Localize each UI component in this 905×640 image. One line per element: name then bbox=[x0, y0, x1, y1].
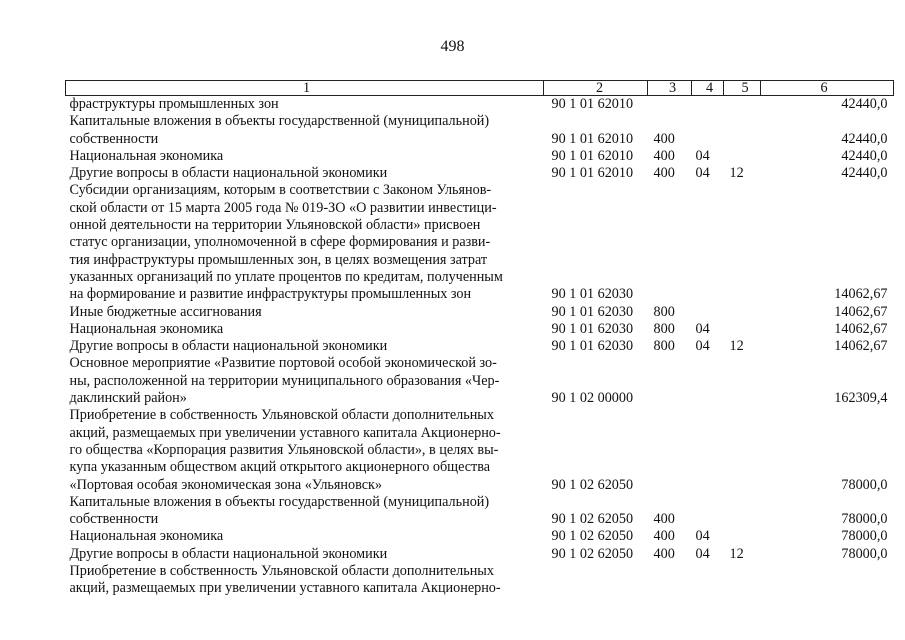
description-line: указанных организаций по уплате процентов по кредитам, полученным bbox=[69, 268, 503, 285]
table-body bbox=[66, 96, 894, 598]
row-amount: 42440,0 bbox=[841, 130, 888, 147]
row-section: 04 bbox=[695, 545, 710, 562]
table-row bbox=[66, 304, 894, 321]
row-code: 90 1 02 62050 bbox=[551, 528, 634, 545]
column-header-1: 1 bbox=[66, 81, 544, 96]
row-description bbox=[66, 148, 544, 165]
page-number: 498 bbox=[440, 38, 465, 55]
description-line: Национальная экономика bbox=[69, 147, 224, 164]
row-amount: 162309,4 bbox=[834, 390, 888, 407]
row-subsection: 12 bbox=[729, 545, 744, 562]
row-amount: 14062,67 bbox=[834, 303, 888, 320]
row-section bbox=[692, 494, 724, 529]
row-description bbox=[66, 338, 544, 355]
row-section: 04 bbox=[695, 338, 710, 355]
row-subsection bbox=[724, 355, 761, 407]
description-line: тия инфраструктуры промышленных зон, в целях возмещения затрат bbox=[69, 251, 488, 268]
row-expense-type: 800 bbox=[653, 303, 675, 320]
description-line: на формирование и развитие инфраструктуры промышленных зон bbox=[69, 286, 472, 303]
row-amount: 14062,67 bbox=[834, 338, 888, 355]
description-line: акций, размещаемых при увеличении уставного капитала Акционерно- bbox=[69, 424, 501, 441]
row-description bbox=[66, 321, 544, 338]
table-row bbox=[66, 182, 894, 303]
row-expense-type: 800 bbox=[653, 320, 675, 337]
description-line: собственности bbox=[69, 511, 159, 528]
row-expense-type: 400 bbox=[653, 528, 675, 545]
row-description bbox=[66, 355, 544, 407]
row-amount bbox=[761, 563, 894, 598]
row-amount: 78000,0 bbox=[841, 528, 888, 545]
row-code: 90 1 01 62010 bbox=[551, 130, 634, 147]
row-code: 90 1 02 62050 bbox=[551, 476, 634, 493]
row-subsection bbox=[724, 563, 761, 598]
row-expense-type: 400 bbox=[653, 165, 675, 182]
row-code bbox=[544, 563, 648, 598]
description-line: акций, размещаемых при увеличении уставного капитала Акционерно- bbox=[69, 580, 501, 597]
description-line: Другие вопросы в области национальной экономики bbox=[69, 545, 388, 562]
column-header-3: 3 bbox=[648, 81, 692, 96]
row-subsection bbox=[724, 407, 761, 493]
row-description bbox=[66, 546, 544, 563]
row-section bbox=[692, 407, 724, 493]
row-code: 90 1 01 62010 bbox=[551, 96, 634, 112]
row-subsection bbox=[724, 96, 761, 114]
row-subsection: 12 bbox=[729, 338, 744, 355]
row-expense-type bbox=[648, 96, 692, 114]
description-line: ской области от 15 марта 2005 года № 019-ЗО «О развитии инвестици- bbox=[69, 199, 497, 216]
row-code: 90 1 02 62050 bbox=[551, 511, 634, 528]
row-amount: 42440,0 bbox=[841, 96, 888, 112]
row-amount: 42440,0 bbox=[841, 165, 888, 182]
row-description bbox=[66, 96, 544, 114]
row-section: 04 bbox=[695, 320, 710, 337]
row-subsection bbox=[724, 304, 761, 321]
row-amount: 78000,0 bbox=[841, 511, 888, 528]
row-section: 04 bbox=[695, 165, 710, 182]
row-description bbox=[66, 113, 544, 148]
row-expense-type bbox=[648, 355, 692, 407]
description-line: го общества «Корпорация развития Ульяновской области», в целях вы- bbox=[69, 441, 499, 458]
column-header-4: 4 bbox=[692, 81, 724, 96]
column-header-5: 5 bbox=[724, 81, 761, 96]
row-amount: 14062,67 bbox=[834, 320, 888, 337]
column-header-6: 6 bbox=[761, 81, 894, 96]
table-row bbox=[66, 528, 894, 545]
description-line: Субсидии организациям, которым в соответствии с Законом Ульянов- bbox=[69, 182, 492, 199]
row-description bbox=[66, 182, 544, 303]
description-line: статус организации, уполномоченной в сфере формирования и разви- bbox=[69, 234, 491, 251]
row-expense-type: 400 bbox=[653, 545, 675, 562]
row-description bbox=[66, 494, 544, 529]
row-code: 90 1 01 62010 bbox=[551, 147, 634, 164]
table-row bbox=[66, 494, 894, 529]
description-line: Иные бюджетные ассигнования bbox=[69, 303, 262, 320]
row-subsection bbox=[724, 321, 761, 338]
table-row bbox=[66, 148, 894, 165]
row-expense-type: 400 bbox=[653, 147, 675, 164]
row-description bbox=[66, 563, 544, 598]
description-line: Другие вопросы в области национальной экономики bbox=[69, 165, 388, 182]
row-code: 90 1 02 00000 bbox=[551, 390, 634, 407]
row-code: 90 1 02 62050 bbox=[551, 545, 634, 562]
description-line: Приобретение в собственность Ульяновской области дополнительных bbox=[69, 563, 494, 580]
description-line: Другие вопросы в области национальной экономики bbox=[69, 338, 388, 355]
table-row bbox=[66, 407, 894, 493]
row-section bbox=[692, 182, 724, 303]
row-section bbox=[692, 563, 724, 598]
row-code: 90 1 01 62030 bbox=[551, 320, 634, 337]
row-amount: 78000,0 bbox=[841, 476, 888, 493]
description-line: Капитальные вложения в объекты государственной (муниципальной) bbox=[69, 113, 490, 130]
row-section bbox=[692, 355, 724, 407]
row-subsection bbox=[724, 494, 761, 529]
row-section: 04 bbox=[695, 147, 710, 164]
row-expense-type: 400 bbox=[653, 130, 675, 147]
row-subsection bbox=[724, 148, 761, 165]
row-description bbox=[66, 528, 544, 545]
row-expense-type: 800 bbox=[653, 338, 675, 355]
row-description bbox=[66, 165, 544, 182]
table-row bbox=[66, 355, 894, 407]
description-line: купа указанным обществом акций открытого акционерного общества bbox=[69, 459, 491, 476]
row-section: 04 bbox=[695, 528, 710, 545]
description-line: даклинский район» bbox=[69, 390, 187, 407]
row-code: 90 1 01 62010 bbox=[551, 165, 634, 182]
row-section bbox=[692, 304, 724, 321]
table-row bbox=[66, 563, 894, 598]
description-line: Приобретение в собственность Ульяновской области дополнительных bbox=[69, 407, 494, 424]
table-header-row bbox=[66, 81, 894, 96]
row-code: 90 1 01 62030 bbox=[551, 286, 634, 303]
description-line: Национальная экономика bbox=[69, 528, 224, 545]
budget-table bbox=[65, 80, 894, 598]
row-subsection: 12 bbox=[729, 165, 744, 182]
column-header-2: 2 bbox=[544, 81, 648, 96]
row-expense-type bbox=[648, 182, 692, 303]
row-amount: 14062,67 bbox=[834, 286, 888, 303]
row-subsection bbox=[724, 182, 761, 303]
table-row bbox=[66, 165, 894, 182]
description-line: собственности bbox=[69, 130, 159, 147]
description-line: Основное мероприятие «Развитие портовой особой экономической зо- bbox=[69, 355, 497, 372]
table-row bbox=[66, 546, 894, 563]
row-description bbox=[66, 407, 544, 493]
row-amount: 78000,0 bbox=[841, 545, 888, 562]
row-subsection bbox=[724, 528, 761, 545]
table-row bbox=[66, 113, 894, 148]
row-description bbox=[66, 304, 544, 321]
row-section bbox=[692, 96, 724, 114]
row-code: 90 1 01 62030 bbox=[551, 338, 634, 355]
description-line: «Портовая особая экономическая зона «Ульяновск» bbox=[69, 476, 382, 493]
row-expense-type: 400 bbox=[653, 511, 675, 528]
table-row bbox=[66, 321, 894, 338]
table-row bbox=[66, 338, 894, 355]
row-subsection bbox=[724, 113, 761, 148]
row-code: 90 1 01 62030 bbox=[551, 303, 634, 320]
table-row bbox=[66, 96, 894, 114]
row-expense-type bbox=[648, 563, 692, 598]
description-line: онной деятельности на территории Ульяновской области» присвоен bbox=[69, 217, 481, 234]
row-amount: 42440,0 bbox=[841, 147, 888, 164]
row-section bbox=[692, 113, 724, 148]
description-line: Капитальные вложения в объекты государственной (муниципальной) bbox=[69, 493, 490, 510]
description-line: фраструктуры промышленных зон bbox=[69, 96, 279, 112]
row-expense-type bbox=[648, 407, 692, 493]
description-line: ны, расположенной на территории муниципального образования «Чер- bbox=[69, 372, 500, 389]
description-line: Национальная экономика bbox=[69, 320, 224, 337]
